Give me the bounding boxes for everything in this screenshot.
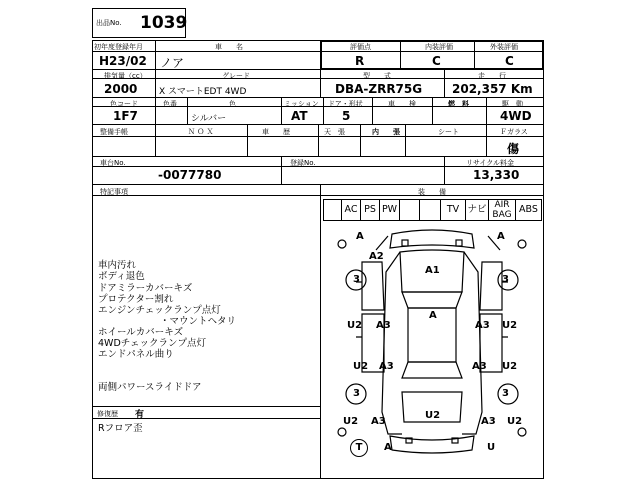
equipment-pw: PW [381, 204, 398, 215]
remark-item: エンドパネル曲り [98, 349, 174, 360]
equipment-airbag [488, 200, 516, 220]
remark-item: 車内汚れ [98, 260, 137, 271]
damage-mark: U2 [347, 320, 363, 331]
equipment-navi: ナビ [467, 204, 487, 215]
color-value: シルバー [191, 114, 227, 124]
damage-mark: U [487, 442, 496, 453]
label-model: 型 式 [363, 72, 391, 80]
damage-mark: 3 [502, 388, 509, 399]
damage-mark: U2 [507, 416, 523, 427]
label-drive: 駆 動 [502, 100, 523, 108]
label-car-name: 車 名 [215, 43, 243, 51]
grade-value: X スマートEDT 4WD [159, 87, 247, 97]
lot-number-label: 出品No. [96, 19, 122, 27]
damage-mark: A3 [472, 361, 487, 372]
label-recycle-fee: リサイクル料金 [466, 159, 515, 167]
interior-eval-value: C [432, 54, 441, 68]
remark-item: エンジンチェックランプ点灯 [98, 305, 221, 316]
recycle-fee-value: 13,330 [473, 168, 520, 182]
drive-value: 4WD [500, 109, 532, 123]
label-transmission: ミッション [284, 100, 319, 108]
remark-item: 4WDチェックランプ点灯 [98, 338, 206, 349]
damage-mark: 3 [353, 388, 360, 399]
label-color: 色 [229, 100, 236, 108]
chassis-no-value: -0077780 [158, 168, 222, 182]
label-equipment: 装 備 [418, 188, 446, 196]
label-seat: シート [438, 128, 459, 136]
exterior-eval-value: C [505, 54, 514, 68]
damage-mark: A3 [371, 416, 386, 427]
remark-item: 両側パワースライドドア [98, 382, 202, 393]
label-color-no: 色番 [163, 100, 177, 108]
doors-value: 5 [342, 109, 351, 123]
damage-mark: 3 [353, 274, 360, 285]
label-displacement: 排気量（cc） [104, 72, 147, 80]
remark-item: プロテクター割れ [98, 294, 174, 305]
label-exterior-eval: 外装評価 [490, 43, 518, 51]
transmission-value: AT [291, 109, 308, 123]
label-doors-shape: ドア・形状 [328, 100, 363, 108]
car-name-value: ノア [160, 56, 185, 70]
damage-mark: A [356, 231, 364, 242]
label-service-record: 整備手帳 [100, 128, 128, 136]
mileage-value: 202,357 Km [452, 82, 533, 96]
equipment-airbag-label: AIR BAG [492, 200, 512, 220]
damage-mark: 3 [502, 274, 509, 285]
damage-mark: A3 [475, 320, 490, 331]
damage-mark: A [497, 231, 505, 242]
lot-number-box [92, 8, 186, 38]
remark-item: ボディ退色 [98, 271, 145, 282]
label-f-glass: Ｆガラス [500, 128, 528, 136]
damage-mark: A3 [481, 416, 496, 427]
damage-mark: A3 [379, 361, 394, 372]
equipment-abs: ABS [519, 204, 538, 215]
remark-item: ホイールカバーキズ [98, 327, 184, 338]
label-repair-history: 修復歴 [97, 410, 118, 418]
label-mileage: 走 行 [478, 72, 506, 80]
label-remarks: 特記事項 [100, 188, 128, 196]
label-eval-point: 評価点 [350, 43, 371, 51]
label-grade: グレード [222, 72, 250, 80]
color-code-value: 1F7 [113, 109, 138, 123]
label-car-history: 車 歴 [262, 128, 290, 136]
damage-mark: U2 [343, 416, 359, 427]
damage-mark: U2 [502, 320, 518, 331]
model-value: DBA-ZRR75G [335, 82, 423, 96]
label-interior-trim: 内 張 [372, 128, 400, 136]
remark-item: ・マウントヘタリ [160, 316, 237, 327]
label-inspection: 車 検 [388, 100, 416, 108]
damage-mark: U2 [425, 410, 441, 421]
equipment-tv: TV [446, 204, 460, 215]
damage-mark: A [384, 442, 392, 453]
repair-history-value: 有 [135, 410, 145, 420]
damage-mark: A3 [376, 320, 391, 331]
label-fuel: 燃 料 [448, 100, 469, 108]
label-first-reg: 初年度登録年月 [94, 43, 143, 51]
repair-note: Rフロア歪 [98, 423, 143, 434]
label-interior-eval: 内装評価 [425, 43, 453, 51]
label-color-code: 色コード [110, 100, 138, 108]
label-nox: Ｎ Ｏ Ｘ [188, 128, 214, 136]
first-reg-value: H23/02 [99, 54, 147, 68]
label-sunroof: 天 張 [324, 128, 345, 136]
label-registration-no: 登録No. [290, 159, 316, 167]
equipment-ps: PS [364, 204, 376, 215]
damage-mark: U2 [353, 361, 369, 372]
eval-point-value: R [355, 54, 365, 68]
lot-number: 1039 [140, 13, 188, 33]
damage-mark-circle: T [350, 439, 368, 457]
remark-item: ドアミラーカバーキズ [98, 283, 193, 294]
equipment-ac: AC [344, 204, 358, 215]
damage-mark: A2 [369, 251, 384, 262]
label-chassis-no: 車台No. [100, 159, 126, 167]
damage-mark: A [429, 310, 437, 321]
damage-mark: U2 [502, 361, 518, 372]
f-glass-value: 傷 [507, 142, 520, 156]
displacement-value: 2000 [104, 82, 138, 96]
damage-mark: A1 [425, 265, 440, 276]
